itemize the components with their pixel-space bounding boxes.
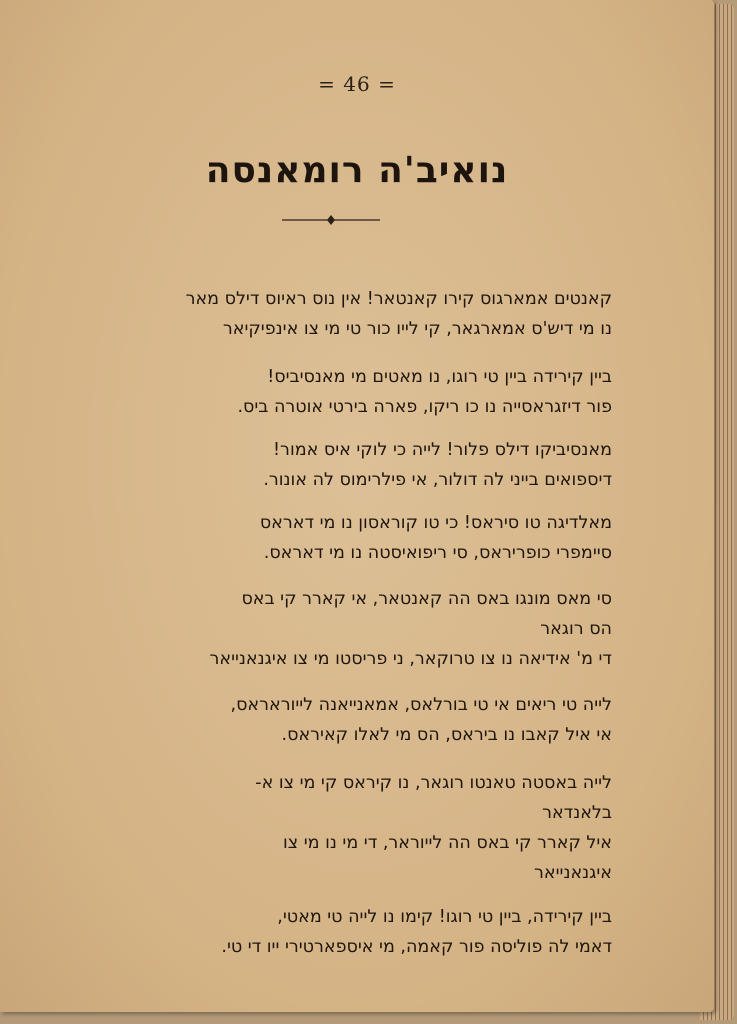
page-number: = 46 = — [318, 72, 396, 96]
verse-line: איגנאנייאר — [534, 863, 612, 883]
verse-line: די מ' אידיאה נו צו טרוקאר, ני פריסטו מי צו איגנאנייאר — [209, 649, 612, 669]
stanza-4 — [260, 508, 612, 568]
verse-line: סיימפרי כופריראס, סי ריפואיסטה נו מי דאראס. — [263, 543, 612, 563]
stanza-2 — [237, 362, 612, 422]
stanza-1 — [186, 284, 612, 344]
stanza-7 — [255, 768, 612, 888]
verse-line: לייה טי ריאים אי טי בורלאס, אמאנייאנה לייוראראס, — [230, 695, 612, 715]
verse-line: אי איל קאבו נו ביראס, הס מי לאלו קאיראס. — [281, 725, 612, 745]
stanza-3 — [263, 435, 612, 495]
stanza-8 — [221, 902, 612, 962]
verse-line: נו מי דיש'ס אמארגאר, קי לייו כור טי מי צו אינפיקיאר — [222, 319, 612, 339]
verse-line: קאנטים אמארגוס קירו קאנטאר! אין נוס ראיוס דילס מאר — [185, 289, 612, 309]
verse-line: דאמי לה פוליסה פור קאמה, מי איספארטירי ייו די טי. — [221, 937, 612, 957]
stanza-6 — [231, 690, 613, 750]
verse-line: בלאנדאר — [542, 803, 612, 823]
verse-line: סי מאס מונגו באס הה קאנטאר, אי קארר קי באס — [241, 589, 612, 609]
verse-line: ביין קירידה ביין טי רוגו, נו מאטים מי מאנסיביס! — [267, 367, 612, 387]
stanza-5 — [210, 584, 612, 674]
verse-line: הס רוגאר — [540, 619, 612, 639]
verse-line: דיספואים בייני לה דולור, אי פילרימוס לה אונור. — [263, 470, 612, 490]
verse-line: פור דיזגראסייה נו כו ריקו, פארה בירטי אוטרה ביס. — [237, 397, 612, 417]
title-divider-ornament — [282, 213, 380, 227]
verse-line: ביין קירידה, ביין טי רוגו! קימו נו לייה טי מאטי, — [277, 907, 612, 927]
verse-line: לייה באסטה טאנטו רוגאר, נו קיראס קי מי צו א- — [255, 773, 612, 793]
verse-line: מאלדיגה טו סיראס! כי טו קוראסון נו מי דאראס — [259, 513, 612, 533]
verse-line: מאנסיביקו דילס פלור! לייה כי לוקי איס אמור! — [273, 440, 612, 460]
page-title: נואיב'ה רומאנסה — [205, 150, 509, 191]
verse-line: איל קארר קי באס הה לייוראר, די מי נו מי צו — [283, 833, 612, 853]
